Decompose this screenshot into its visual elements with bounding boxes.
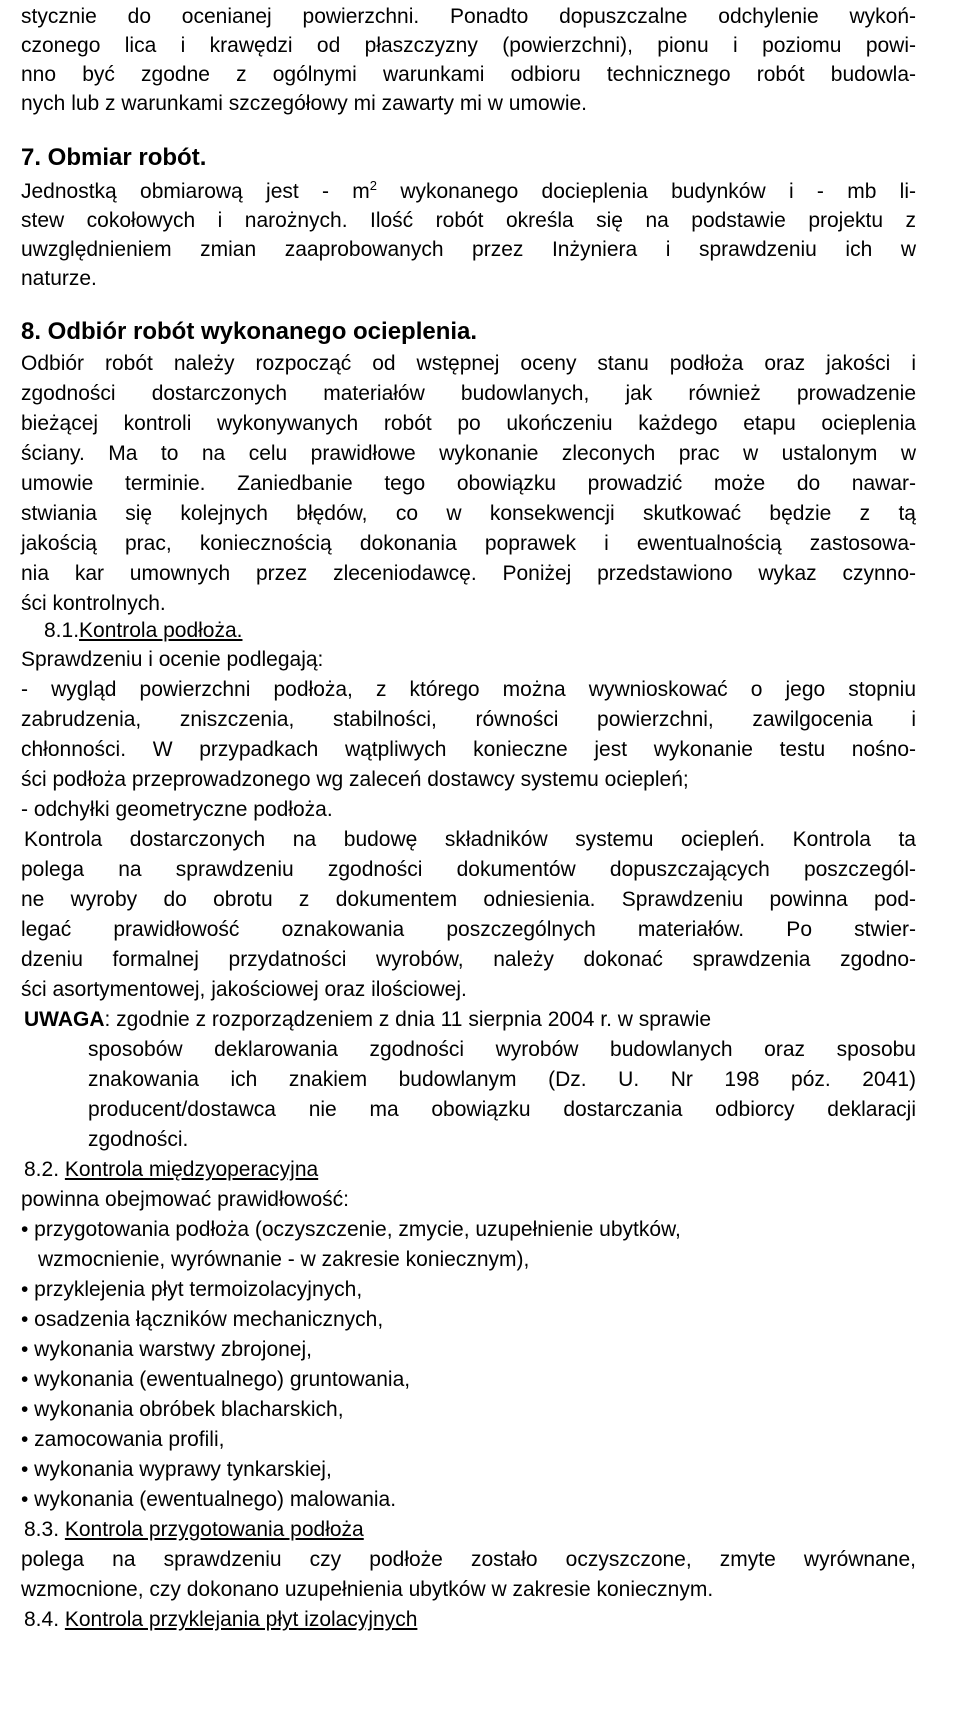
text-line: bieżącej kontroli wykonywanych robót po ukończeniu każdego etapu ocieplenia [21, 412, 916, 435]
text-line: Sprawdzeniu i ocenie podlegają: [21, 648, 324, 671]
text-line: dzeniu formalnej przydatności wyrobów, należy dokonać sprawdzenia zgodno- [21, 948, 916, 971]
text-line: - wygląd powierzchni podłoża, z którego można wywnioskować o jego stopniu [21, 678, 916, 701]
text-line: stwiania się kolejnych błędów, co w konsekwencji skutkować będzie z tą [21, 502, 916, 525]
subsection-number: 8.2. [24, 1158, 60, 1181]
text-line: zgodności. [88, 1128, 189, 1151]
text-line: ści kontrolnych. [21, 592, 166, 615]
text-line: zabrudzenia, zniszczenia, stabilności, równości powierzchni, zawilgocenia i [21, 708, 916, 731]
subsection-heading [44, 616, 916, 645]
list-item: • wykonania (ewentualnego) gruntowania, [21, 1368, 411, 1391]
text-line [21, 177, 916, 206]
list-item: • wykonania obróbek blacharskich, [21, 1398, 344, 1421]
text-line: legać prawidłowość oznakowania poszczególnych materiałów. Po stwier- [21, 918, 916, 941]
text-line: Odbiór robót należy rozpocząć od wstępnej oceny stanu podłoża oraz jakości i [21, 352, 916, 375]
text-span: Jednostką obmiarową jest - m [21, 180, 370, 203]
list-item: • wykonania (ewentualnego) malowania. [21, 1488, 397, 1511]
list-item: • wykonania wyprawy tynkarskiej, [21, 1458, 332, 1481]
section-heading: 7. Obmiar robót. [21, 144, 207, 171]
subsection-number: 8.4. [24, 1608, 60, 1631]
text-line: ści podłoża przeprowadzonego wg zaleceń dostawcy systemu ociepleń; [21, 768, 689, 791]
subsection-heading [24, 1515, 916, 1544]
text-span: : zgodnie z rozporządzeniem z dnia 11 sierpnia 2004 r. w sprawie [104, 1008, 712, 1031]
text-line: ściany. Ma to na celu prawidłowe wykonanie zleconych prac w ustalonym w [21, 442, 916, 465]
text-line: ne wyroby do obrotu z dokumentem odniesienia. Sprawdzeniu powinna pod- [21, 888, 916, 911]
text-line: nych lub z warunkami szczegółowy mi zawarty mi w umowie. [21, 92, 588, 115]
text-line: zgodności dostarczonych materiałów budowlanych, jak również prowadzenie [21, 382, 916, 405]
text-line: czonego lica i krawędzi od płaszczyzny (powierzchni), pionu i poziomu powi- [21, 34, 916, 57]
text-line: stew cokołowych i narożnych. Ilość robót określa się na podstawie projektu z [21, 209, 916, 232]
text-line: sposobów deklarowania zgodności wyrobów budowlanych oraz sposobu [88, 1038, 916, 1061]
text-line: naturze. [21, 267, 97, 290]
text-line: Kontrola dostarczonych na budowę składników systemu ociepleń. Kontrola ta [24, 828, 916, 851]
list-item: • zamocowania profili, [21, 1428, 225, 1451]
text-line: - odchyłki geometryczne podłoża. [21, 798, 333, 821]
text-line: uwzględnieniem zmian zaaprobowanych przez Inżyniera i sprawdzeniu ich w [21, 238, 916, 261]
text-line: powinna obejmować prawidłowość: [21, 1188, 350, 1211]
note-label: UWAGA [24, 1008, 105, 1031]
subsection-number: 8.1. [44, 619, 80, 642]
note-line [24, 1005, 916, 1034]
list-item: • wykonania warstwy zbrojonej, [21, 1338, 312, 1361]
subsection-heading [24, 1605, 916, 1634]
subsection-title: Kontrola podłoża. [79, 619, 243, 642]
section-heading: 8. Odbiór robót wykonanego ocieplenia. [21, 318, 478, 345]
text-line: producent/dostawca nie ma obowiązku dostarczania odbiorcy deklaracji [88, 1098, 916, 1121]
superscript: 2 [369, 178, 378, 193]
list-item: • przygotowania podłoża (oczyszczenie, zmycie, uzupełnienie ubytków, [21, 1218, 681, 1241]
text-line: chłonności. W przypadkach wątpliwych konieczne jest wykonanie testu nośno- [21, 738, 916, 761]
text-line: znakowania ich znakiem budowlanym (Dz. U. Nr 198 póz. 2041) [88, 1068, 916, 1091]
text-line: polega na sprawdzeniu zgodności dokumentów dopuszczających poszczegól- [21, 858, 916, 881]
text-line: polega na sprawdzeniu czy podłoże zostało oczyszczone, zmyte wyrównane, [21, 1548, 916, 1571]
text-line: jakością prac, koniecznością dokonania poprawek i ewentualnością zastosowa- [21, 532, 916, 555]
text-line: stycznie do ocenianej powierzchni. Ponadto dopuszczalne odchylenie wykoń- [21, 5, 916, 28]
text-line: umowie terminie. Zaniedbanie tego obowiązku prowadzić może do nawar- [21, 472, 916, 495]
subsection-title: Kontrola przygotowania podłoża [64, 1518, 364, 1541]
text-line: wzmocnione, czy dokonano uzupełnienia ubytków w zakresie koniecznym. [21, 1578, 714, 1601]
subsection-title: Kontrola międzyoperacyjna [64, 1158, 319, 1181]
text-line: nno być zgodne z ogólnymi warunkami odbioru technicznego robót budowla- [21, 63, 916, 86]
subsection-heading [24, 1155, 916, 1184]
list-item: • osadzenia łączników mechanicznych, [21, 1308, 384, 1331]
text-line: ści asortymentowej, jakościowej oraz ilościowej. [21, 978, 467, 1001]
list-item-continuation: wzmocnienie, wyrównanie - w zakresie koniecznym), [38, 1248, 530, 1271]
list-item: • przyklejenia płyt termoizolacyjnych, [21, 1278, 363, 1301]
subsection-title: Kontrola przyklejania płyt izolacyjnych [64, 1608, 418, 1631]
subsection-number: 8.3. [24, 1518, 60, 1541]
text-span: wykonanego docieplenia budynków i - mb li- [377, 180, 916, 203]
text-line: nia kar umownych przez zleceniodawcę. Poniżej przedstawiono wykaz czynno- [21, 562, 916, 585]
